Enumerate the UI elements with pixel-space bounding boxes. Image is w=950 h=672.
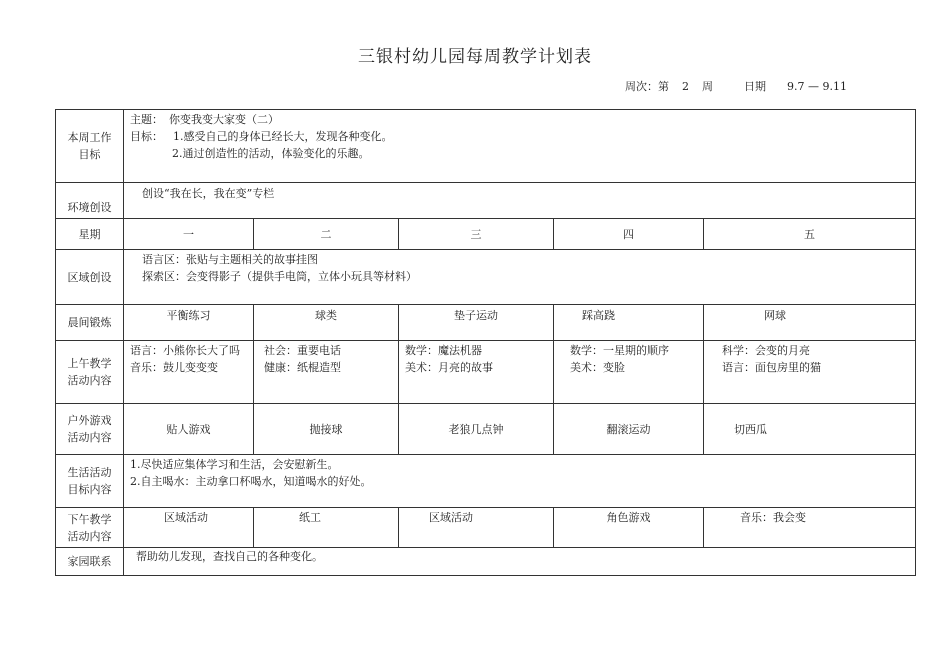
- goal-label: 目标：: [130, 130, 163, 143]
- area-row: [56, 250, 916, 305]
- home-school-content: 帮助幼儿发现，查找自己的各种变化。: [124, 548, 916, 576]
- week-label: 周次：第: [625, 80, 669, 93]
- weekday-5: 五: [704, 219, 916, 250]
- morning-exercise-row: [56, 305, 916, 341]
- life-activity-line-2: 2.自主喝水：主动拿口杯喝水，知道喝水的好处。: [130, 475, 372, 488]
- goals-label: 本周工作 目标: [56, 110, 124, 183]
- afternoon-teaching-row: [56, 508, 916, 548]
- afternoon-teaching-1: 区域活动: [124, 508, 254, 548]
- morning-teaching-row: [56, 341, 916, 404]
- morning-exercise-label: 晨间锻炼: [56, 305, 124, 341]
- outdoor-game-4: 翻滚运动: [554, 404, 704, 455]
- life-activity-line-1: 1.尽快适应集体学习和生活，会安慰新生。: [130, 458, 339, 471]
- date-range: 9.7 — 9.11: [787, 80, 847, 93]
- morning-teaching-label: 上午教学 活动内容: [56, 341, 124, 404]
- weekday-row: [56, 219, 916, 250]
- week-date-info: [625, 78, 847, 94]
- week-unit: 周: [702, 80, 713, 93]
- environment-row: [56, 183, 916, 219]
- life-activity-label: 生活活动 目标内容: [56, 455, 124, 508]
- afternoon-teaching-3: 区域活动: [399, 508, 554, 548]
- date-label: 日期: [744, 80, 766, 93]
- weekday-label: 星期: [56, 219, 124, 250]
- afternoon-teaching-5: 音乐：我会变: [704, 508, 916, 548]
- goals-content: [124, 110, 916, 183]
- morning-teaching-4: 数学：一星期的顺序 美术：变脸: [554, 341, 704, 404]
- life-activity-content: [124, 455, 916, 508]
- area-line-2: 探索区：会变得影子（提供手电筒，立体小玩具等材料）: [142, 270, 417, 283]
- morning-teaching-2: 社会：重要电话 健康：纸棍造型: [254, 341, 399, 404]
- weekday-4: 四: [554, 219, 704, 250]
- morning-exercise-4: 踩高跷: [554, 305, 704, 341]
- theme-text: 你变我变大家变（二）: [169, 113, 279, 126]
- outdoor-game-3: 老狼几点钟: [399, 404, 554, 455]
- week-number: 2: [682, 80, 689, 93]
- outdoor-games-row: [56, 404, 916, 455]
- outdoor-game-5: 切西瓜: [704, 404, 916, 455]
- morning-exercise-1: 平衡练习: [124, 305, 254, 341]
- goal-2: 2.通过创造性的活动，体验变化的乐趣。: [172, 147, 370, 160]
- outdoor-game-2: 抛接球: [254, 404, 399, 455]
- weekday-1: 一: [124, 219, 254, 250]
- morning-teaching-5: 科学：会变的月亮 语言：面包房里的猫: [704, 341, 916, 404]
- environment-content: 创设“我在长，我在变”专栏: [124, 183, 916, 219]
- home-school-label: 家园联系: [56, 548, 124, 576]
- area-line-1: 语言区：张贴与主题相关的故事挂图: [142, 253, 318, 266]
- morning-teaching-1: 语言：小熊你长大了吗 音乐：鼓儿变变变: [124, 341, 254, 404]
- afternoon-teaching-label: 下午教学 活动内容: [56, 508, 124, 548]
- area-content: [124, 250, 916, 305]
- outdoor-games-label: 户外游戏 活动内容: [56, 404, 124, 455]
- theme-label: 主题：: [130, 113, 163, 126]
- outdoor-game-1: 贴人游戏: [124, 404, 254, 455]
- home-school-row: [56, 548, 916, 576]
- afternoon-teaching-2: 纸工: [254, 508, 399, 548]
- morning-exercise-5: 网球: [704, 305, 916, 341]
- area-label: 区域创设: [56, 250, 124, 305]
- life-activity-row: [56, 455, 916, 508]
- page-title: 三银村幼儿园每周教学计划表: [358, 47, 592, 67]
- goal-1: 1.感受自己的身体已经长大，发现各种变化。: [173, 130, 393, 143]
- morning-teaching-3: 数学：魔法机器 美术：月亮的故事: [399, 341, 554, 404]
- morning-exercise-2: 球类: [254, 305, 399, 341]
- morning-exercise-3: 垫子运动: [399, 305, 554, 341]
- environment-label: 环境创设: [56, 183, 124, 219]
- weekly-plan-table: [55, 109, 916, 576]
- weekday-3: 三: [399, 219, 554, 250]
- afternoon-teaching-4: 角色游戏: [554, 508, 704, 548]
- weekday-2: 二: [254, 219, 399, 250]
- goals-row: [56, 110, 916, 183]
